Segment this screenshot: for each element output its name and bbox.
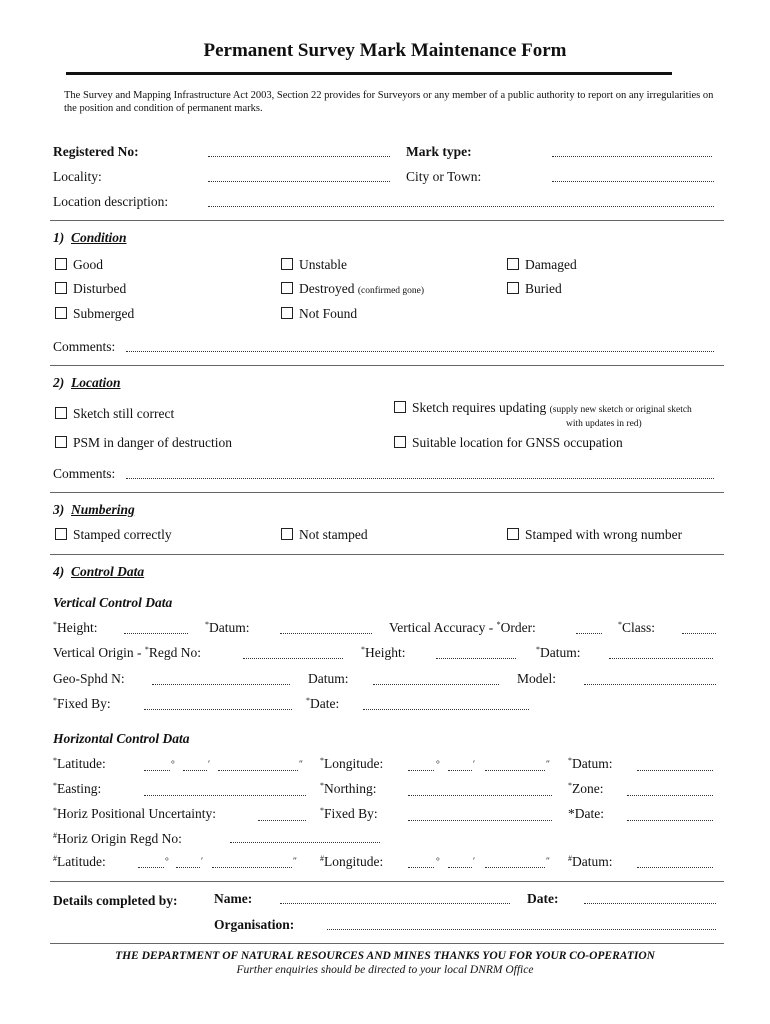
- divider: [50, 365, 724, 366]
- required-mark: *: [53, 781, 57, 790]
- checkbox-label: Submerged: [73, 306, 135, 321]
- divider: [50, 554, 724, 555]
- second-symbol: ″: [293, 857, 297, 867]
- checkbox-icon[interactable]: [394, 436, 406, 448]
- footer-enquiries: Further enquiries should be directed to your local DNRM Office: [236, 964, 534, 976]
- details-date-field[interactable]: [584, 903, 716, 904]
- longitude-degrees-field[interactable]: [408, 770, 434, 771]
- longitude-minutes-field[interactable]: [448, 770, 472, 771]
- vertical-origin-field[interactable]: [243, 658, 343, 659]
- checkbox-icon[interactable]: [281, 528, 293, 540]
- condition-comments-label: Comments:: [53, 339, 116, 354]
- checkbox-label: Not stamped: [299, 527, 368, 542]
- section-number: 4): [53, 564, 65, 579]
- required-mark: *: [306, 696, 310, 705]
- geo-sphd-label: Geo-Sphd N:: [53, 671, 125, 686]
- geo-sphd-field[interactable]: [152, 684, 290, 685]
- required-mark: *: [568, 781, 572, 790]
- second-symbol: ″: [546, 760, 550, 770]
- horiz-uncertainty-field[interactable]: [258, 820, 306, 821]
- page-title: Permanent Survey Mark Maintenance Form: [203, 40, 567, 61]
- checkbox-damaged[interactable]: [507, 257, 577, 273]
- horiz-fixed-by-field[interactable]: [408, 820, 552, 821]
- origin-height-label: *Height:: [361, 645, 406, 660]
- condition-comments-field[interactable]: [126, 351, 714, 352]
- checkbox-unstable[interactable]: [281, 257, 347, 273]
- city-town-label: City or Town:: [406, 169, 482, 184]
- zone-label: *Zone:: [568, 781, 604, 796]
- origin-mark: #: [53, 854, 57, 863]
- name-field[interactable]: [280, 903, 510, 904]
- checkbox-icon[interactable]: [281, 258, 293, 270]
- checkbox-wrong-number[interactable]: [507, 527, 682, 543]
- checkbox-label: Damaged: [525, 257, 577, 272]
- second-symbol: ″: [546, 857, 550, 867]
- horiz-fixed-by-label: *Fixed By:: [320, 806, 378, 821]
- checkbox-not-found[interactable]: [281, 306, 357, 322]
- required-mark: *: [568, 756, 572, 765]
- divider: [50, 220, 724, 221]
- northing-field[interactable]: [408, 795, 552, 796]
- origin-mark: #: [320, 854, 324, 863]
- intro-text: The Survey and Mapping Infrastructure Act 2003, Section 22 provides for Surveyors or any member of a public authority to report on any irregularities on the position and condition of permanent marks.: [64, 90, 714, 114]
- origin-datum-label: *Datum:: [536, 645, 581, 660]
- checkbox-icon[interactable]: [55, 282, 67, 294]
- class-label: *Class:: [618, 620, 656, 635]
- checkbox-label: Good: [73, 257, 103, 272]
- location-description-label: Location description:: [53, 194, 169, 209]
- vertical-accuracy-order-label: Vertical Accuracy - *Order:: [389, 620, 536, 635]
- fixed-by-field[interactable]: [144, 709, 292, 710]
- required-mark: *: [496, 620, 501, 629]
- checkbox-not-stamped[interactable]: [281, 527, 368, 543]
- divider: [50, 492, 724, 493]
- minute-symbol: ′: [201, 857, 204, 867]
- latitude-minutes-field[interactable]: [183, 770, 207, 771]
- details-date-label: Date:: [527, 891, 559, 906]
- horizontal-control-heading: Horizontal Control Data: [53, 731, 190, 746]
- required-mark: *: [53, 696, 57, 705]
- location-heading: [53, 375, 121, 391]
- model-label: Model:: [517, 671, 556, 686]
- required-mark: *: [618, 620, 622, 629]
- vertical-control-heading: Vertical Control Data: [53, 595, 173, 610]
- title-rule: [66, 72, 672, 75]
- origin-datum-field[interactable]: [609, 658, 713, 659]
- divider: [50, 881, 724, 882]
- required-mark: *: [536, 645, 540, 654]
- section-number: 1): [53, 230, 65, 245]
- organisation-field[interactable]: [327, 929, 716, 930]
- latitude-label: *Latitude:: [53, 756, 106, 771]
- horiz-origin-label: #Horiz Origin Regd No:: [53, 831, 182, 846]
- origin-longitude-label: #Longitude:: [320, 854, 384, 869]
- datum-label: *Datum:: [205, 620, 250, 635]
- checkbox-label: Not Found: [299, 306, 358, 321]
- horiz-uncertainty-label: *Horiz Positional Uncertainty:: [53, 806, 216, 821]
- registered-no-label: Registered No:: [53, 144, 139, 159]
- checkbox-sketch-updating[interactable]: [394, 400, 692, 416]
- height-field[interactable]: [124, 633, 188, 634]
- fixed-date-field[interactable]: [363, 709, 529, 710]
- latitude-degrees-field[interactable]: [144, 770, 170, 771]
- condition-heading: [53, 230, 127, 246]
- section-title: Location: [71, 375, 121, 390]
- horiz-datum-label: *Datum:: [568, 756, 613, 771]
- required-mark: *: [320, 806, 324, 815]
- minute-symbol: ′: [208, 760, 211, 770]
- control-heading: [53, 564, 144, 580]
- checkbox-label: Stamped correctly: [73, 527, 172, 542]
- checkbox-icon[interactable]: [507, 258, 519, 270]
- longitude-seconds-field[interactable]: [485, 770, 545, 771]
- checkbox-icon[interactable]: [55, 436, 67, 448]
- longitude-label: *Longitude:: [320, 756, 384, 771]
- section-title: Numbering: [71, 502, 135, 517]
- checkbox-icon[interactable]: [55, 307, 67, 319]
- section-title: Control Data: [71, 564, 145, 579]
- origin-latitude-degrees-field[interactable]: [138, 867, 164, 868]
- required-mark: *: [320, 756, 324, 765]
- vertical-origin-label: Vertical Origin - *Regd No:: [53, 645, 201, 660]
- required-mark: *: [53, 806, 57, 815]
- checkbox-icon[interactable]: [394, 401, 406, 413]
- class-field[interactable]: [682, 633, 716, 634]
- model-field[interactable]: [584, 684, 716, 685]
- section-number: 2): [53, 375, 65, 390]
- required-mark: *: [205, 620, 209, 629]
- checkbox-label: PSM in danger of destruction: [73, 435, 232, 450]
- northing-label: *Northing:: [320, 781, 377, 796]
- checkbox-label: Disturbed: [73, 281, 127, 296]
- required-mark: *: [361, 645, 365, 654]
- organisation-label: Organisation:: [214, 917, 295, 932]
- divider: [50, 943, 724, 944]
- sketch-note-continued: with updates in red): [566, 419, 642, 429]
- checkbox-submerged[interactable]: [55, 306, 134, 322]
- horiz-date-label: *Date:: [568, 806, 604, 821]
- height-label: *Height:: [53, 620, 98, 635]
- checkbox-label: Sketch requires updating: [412, 400, 547, 415]
- origin-datum-label: #Datum:: [568, 854, 613, 869]
- mark-type-field[interactable]: [552, 156, 712, 157]
- zone-field[interactable]: [627, 795, 713, 796]
- second-symbol: ″: [299, 760, 303, 770]
- required-mark: *: [144, 645, 149, 654]
- checkbox-label: Buried: [525, 281, 562, 296]
- origin-mark: #: [53, 831, 57, 840]
- checkbox-destroyed[interactable]: [281, 281, 424, 297]
- destroyed-note: (confirmed gone): [357, 286, 425, 296]
- horiz-origin-field[interactable]: [230, 842, 380, 843]
- fixed-by-label: *Fixed By:: [53, 696, 111, 711]
- origin-latitude-seconds-field[interactable]: [212, 867, 292, 868]
- required-mark: *: [53, 620, 57, 629]
- easting-label: *Easting:: [53, 781, 102, 796]
- latitude-seconds-field[interactable]: [218, 770, 298, 771]
- origin-height-field[interactable]: [436, 658, 516, 659]
- origin-longitude-minutes-field[interactable]: [448, 867, 472, 868]
- checkbox-disturbed[interactable]: [55, 281, 126, 297]
- checkbox-label: Unstable: [299, 257, 347, 272]
- checkbox-icon[interactable]: [281, 307, 293, 319]
- horiz-date-field[interactable]: [627, 820, 713, 821]
- minute-symbol: ′: [473, 857, 476, 867]
- checkbox-label: Suitable location for GNSS occupation: [412, 435, 623, 450]
- checkbox-icon[interactable]: [281, 282, 293, 294]
- mark-type-label: Mark type:: [406, 144, 472, 159]
- checkbox-gnss[interactable]: [394, 435, 623, 451]
- horiz-datum-field[interactable]: [637, 770, 713, 771]
- order-field[interactable]: [576, 633, 602, 634]
- footer-thanks: THE DEPARTMENT OF NATURAL RESOURCES AND MINES THANKS YOU FOR YOUR CO-OPERATION: [115, 950, 655, 962]
- degree-symbol: °: [436, 760, 440, 770]
- checkbox-buried[interactable]: [507, 281, 562, 297]
- checkbox-sketch-correct[interactable]: [55, 406, 174, 422]
- easting-field[interactable]: [144, 795, 306, 796]
- sketch-note: (supply new sketch or original sketch: [549, 405, 692, 415]
- origin-longitude-seconds-field[interactable]: [485, 867, 545, 868]
- geo-datum-field[interactable]: [373, 684, 499, 685]
- checkbox-icon[interactable]: [55, 258, 67, 270]
- locality-label: Locality:: [53, 169, 102, 184]
- registered-no-field[interactable]: [208, 156, 390, 157]
- checkbox-icon[interactable]: [55, 528, 67, 540]
- section-number: 3): [53, 502, 65, 517]
- location-description-field[interactable]: [208, 206, 714, 207]
- origin-latitude-minutes-field[interactable]: [176, 867, 200, 868]
- degree-symbol: °: [165, 857, 169, 867]
- minute-symbol: ′: [473, 760, 476, 770]
- location-comments-label: Comments:: [53, 466, 116, 481]
- geo-datum-label: Datum:: [308, 671, 349, 686]
- required-mark: *: [320, 781, 324, 790]
- degree-symbol: °: [171, 760, 175, 770]
- fixed-date-label: *Date:: [306, 696, 340, 711]
- checkbox-label: Sketch still correct: [73, 406, 175, 421]
- checkbox-label: Stamped with wrong number: [525, 527, 683, 542]
- checkbox-good[interactable]: [55, 257, 103, 273]
- checkbox-label: Destroyed: [299, 281, 355, 296]
- locality-field[interactable]: [208, 181, 390, 182]
- checkbox-psm-danger[interactable]: [55, 435, 232, 451]
- details-completed-label: Details completed by:: [53, 893, 178, 908]
- checkbox-icon[interactable]: [507, 528, 519, 540]
- origin-latitude-label: #Latitude:: [53, 854, 106, 869]
- city-town-field[interactable]: [552, 181, 714, 182]
- origin-horiz-datum-field[interactable]: [637, 867, 713, 868]
- location-comments-field[interactable]: [126, 478, 714, 479]
- datum-field[interactable]: [280, 633, 372, 634]
- origin-longitude-degrees-field[interactable]: [408, 867, 434, 868]
- origin-mark: #: [568, 854, 572, 863]
- section-title: Condition: [71, 230, 127, 245]
- degree-symbol: °: [436, 857, 440, 867]
- checkbox-icon[interactable]: [55, 407, 67, 419]
- required-mark: *: [53, 756, 57, 765]
- name-label: Name:: [214, 891, 253, 906]
- checkbox-icon[interactable]: [507, 282, 519, 294]
- numbering-heading: [53, 502, 135, 518]
- checkbox-stamped-correctly[interactable]: [55, 527, 172, 543]
